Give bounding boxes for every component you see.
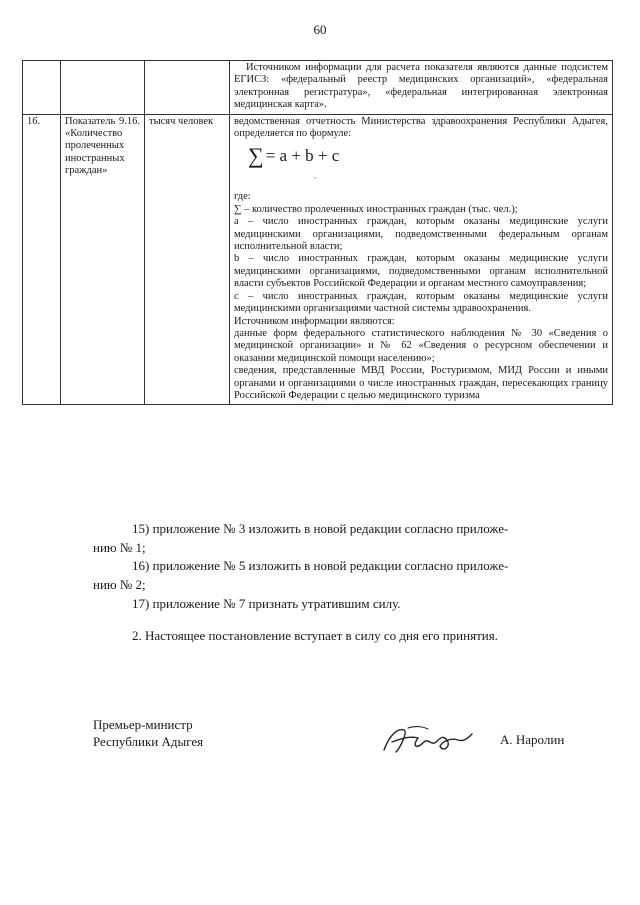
handwritten-signature (378, 720, 478, 760)
indicators-table (22, 60, 613, 405)
row-number-cell: 16. (23, 114, 61, 405)
source-item: данные форм федерального статистического наблюдения № 30 «Сведения о медицинской организации» и № 62 «Сведения о ресурсном обеспечении и оказании медицинской помощи населению»; (234, 327, 608, 364)
amendment-16-line1: 16) приложение № 5 изложить в новой редакции согласно приложе- (132, 558, 509, 573)
source-item: сведения, представленные МВД России, Ростуризмом, МИД России и иными органами и организациями о числе иностранных граждан, пересекающих границу Российской Федерации с целью медицинского туризма (234, 365, 608, 401)
amendment-17: 17) приложение № 7 признать утратившим силу. (132, 596, 401, 611)
definition-a: a – число иностранных граждан, которым оказаны медицинские услуги медицинскими организациями, подведомственными федеральным органам исполнительной власти; (234, 216, 608, 253)
where-label: где: (234, 191, 251, 203)
indicator-name-cell (61, 61, 145, 115)
blank-space (234, 181, 608, 191)
source-text-cell: Источником информации для расчета показателя являются данные подсистем ЕГИСЗ: «федеральный реестр медицинских организаций», «федеральная электронная регистратура», «федеральная интегрированная электронная медицинская карта». (230, 61, 613, 115)
sigma-symbol: ∑ (248, 143, 264, 169)
signatory-title (93, 716, 203, 750)
definition-b: b – число иностранных граждан, которым оказаны медицинские услуги медицинскими организациями, подведомственными органам исполнительной власти субъектов Российской Федерации и органам местного самоуправления; (234, 253, 608, 290)
amendment-15-line1: 15) приложение № 3 изложить в новой редакции согласно приложе- (132, 521, 509, 536)
formula (248, 143, 608, 169)
title-line-1: Премьер-министр (93, 717, 193, 732)
formula-expression: = a + b + c (265, 146, 340, 166)
definition-c: c – число иностранных граждан, которым оказаны медицинские услуги медицинскими организациями частной системы здравоохранения. (234, 290, 608, 315)
unit-cell (145, 61, 230, 115)
title-line-2: Республики Адыгея (93, 734, 204, 749)
method-intro: ведомственная отчетность Министерства здравоохранения Республики Адыгея, определяется по формуле: (234, 115, 608, 140)
signer-name: А. Наролин (500, 732, 565, 747)
table-row-16 (23, 114, 613, 405)
sources-label: Источником информации являются: (234, 315, 395, 327)
indicator-name-cell: Показатель 9.16. «Количество пролеченных иностранных граждан» (61, 114, 145, 405)
row-number-cell (23, 61, 61, 115)
definition-sigma: ∑ – количество пролеченных иностранных граждан (тыс. чел.); (234, 203, 518, 215)
page-number: 60 (313, 22, 327, 37)
unit-cell: тысяч человек (145, 114, 230, 405)
effective-clause: 2. Настоящее постановление вступает в силу со дня его принятия. (132, 628, 498, 643)
table-row-continuation (23, 61, 613, 115)
stray-mark: , (314, 170, 317, 181)
amendment-15-line2: нию № 1; (93, 540, 146, 555)
amendment-16-line2: нию № 2; (93, 577, 146, 592)
method-cell (230, 114, 613, 405)
